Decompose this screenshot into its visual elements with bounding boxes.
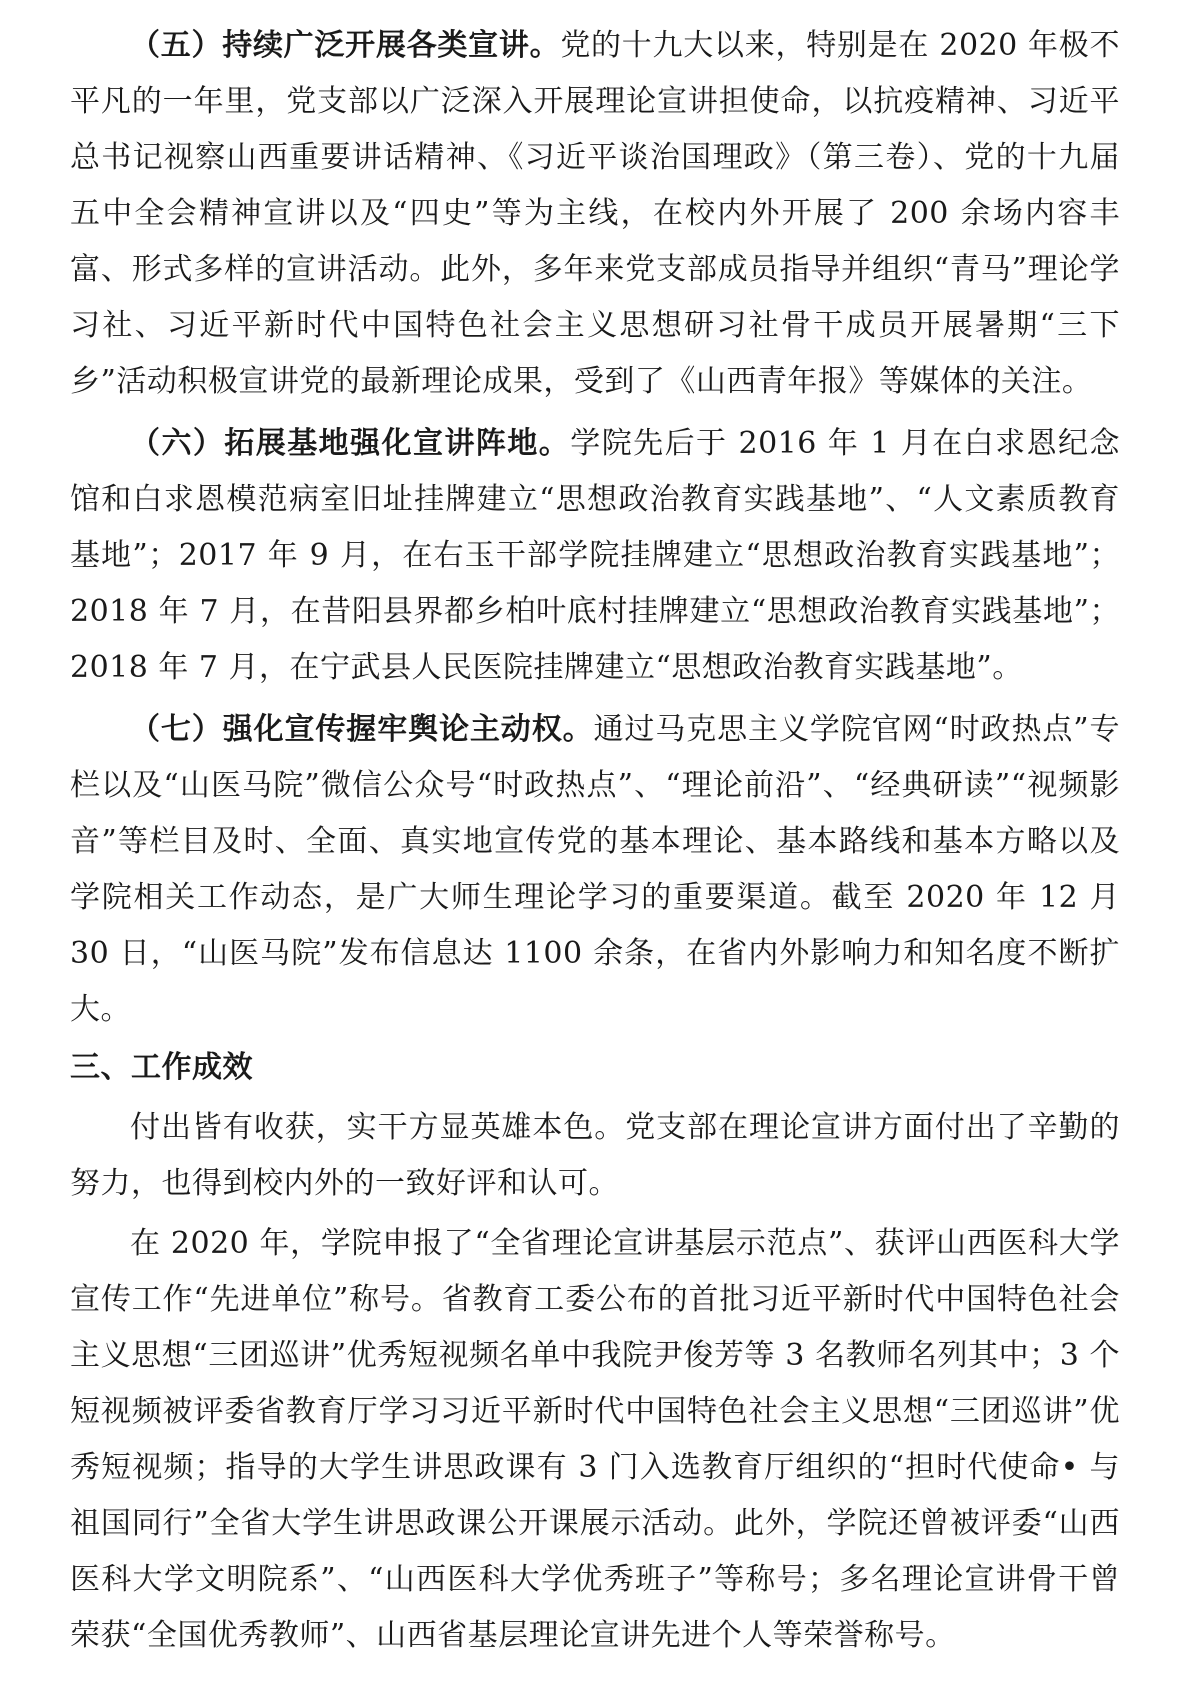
section-heading-results: 三、工作成效 [70,1050,253,1085]
paragraph-results-intro: 付出皆有收获，实干方显英雄本色。党支部在理论宣讲方面付出了辛勤的努力，也得到校内外的一致好评和认可。 [70,1110,1120,1201]
paragraph-body: 党的十九大以来，特别是在 2020 年极不平凡的一年里，党支部以广泛深入开展理论宣讲担使命，以抗疫精神、习近平总书记视察山西重要讲话精神、《习近平谈治国理政》（第三卷）、党的十九届五中全会精神宣讲以及“四史”等为主线，在校内外开展了 200 余场内容丰富、形式多样的宣讲活动。此外，多年来党支部成员指导并组织“青马”理论学习社、习近平新时代中国特色社会主义思想研习社骨干成员开展暑期“三下乡”活动积极宣讲党的最新理论成果，受到了《山西青年报》等媒体的关注。 [70,28,1121,399]
paragraph-body: 学院先后于 2016 年 1 月在白求恩纪念馆和白求恩模范病室旧址挂牌建立“思想政治教育实践基地”、“人文素质教育基地”；2017 年 9 月，在右玉干部学院挂牌建立“思想政治教育实践基地”；2018 年 7 月，在昔阳县界都乡柏叶底村挂牌建立“思想政治教育实践基地”；2018 年 7 月，在宁武县人民医院挂牌建立“思想政治教育实践基地”。 [70,426,1120,685]
paragraph-body: 通过马克思主义学院官网“时政热点”专栏以及“山医马院”微信公众号“时政热点”、“理论前沿”、“经典研读”“视频影音”等栏目及时、全面、真实地宣传党的基本理论、基本路线和基本方略以及学院相关工作动态，是广大师生理论学习的重要渠道。截至 2020 年 12 月 30 日，“山医马院”发布信息达 1100 余条，在省内外影响力和知名度不断扩大。 [70,712,1120,1027]
paragraph-results-details: 在 2020 年，学院申报了“全省理论宣讲基层示范点”、获评山西医科大学宣传工作“先进单位”称号。省教育工委公布的首批习近平新时代中国特色社会主义思想“三团巡讲”优秀短视频名单中我院尹俊芳等 3 名教师名列其中；3 个短视频被评委省教育厅学习习近平新时代中国特色社会主义思想“三团巡讲”优秀短视频；指导的大学生讲思政课有 3 门入选教育厅组织的“担时代使命• 与祖国同行”全省大学生讲思政课公开课展示活动。此外，学院还曾被评委“山西医科大学文明院系”、“山西医科大学优秀班子”等称号；多名理论宣讲骨干曾荣获“全国优秀教师”、山西省基层理论宣讲先进个人等荣誉称号。 [70,1226,1120,1653]
paragraph-lead: （六）拓展基地强化宣讲阵地。 [130,426,571,461]
paragraph-lead: （五）持续广泛开展各类宣讲。 [130,28,561,63]
paragraph-lead: （七）强化宣传握牢舆论主动权。 [130,712,594,747]
paragraph-publicity-lectures [70,18,1120,410]
paragraph-practice-bases [70,416,1120,696]
paragraph-media-publicity [70,702,1120,1038]
document-page [70,0,1120,1685]
